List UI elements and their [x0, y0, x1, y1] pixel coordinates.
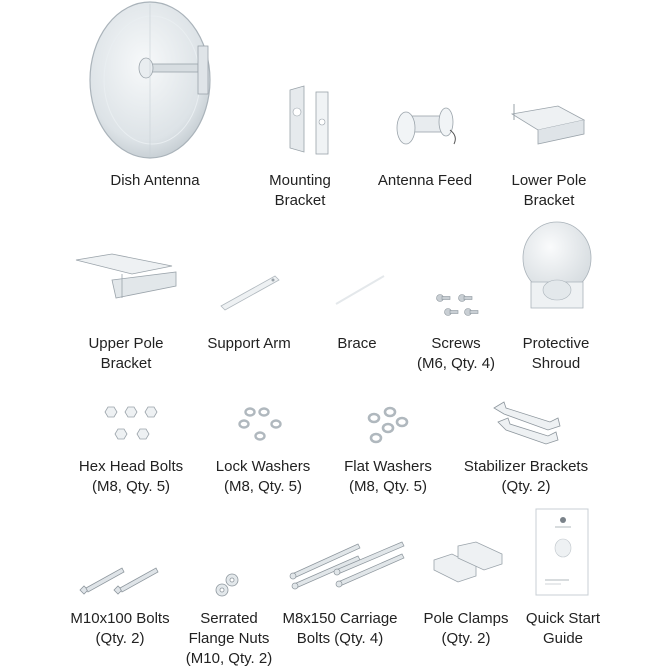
pole-clamps-label: Pole Clamps (Qty. 2): [423, 610, 509, 647]
brace-image: [330, 270, 390, 310]
m8x150-carriage-bolts-image: [288, 538, 408, 594]
serrated-flange-nuts-image: [210, 572, 246, 598]
mounting-bracket-label: Mounting Bracket: [269, 172, 331, 209]
flat-washers-label: Flat Washers (M8, Qty. 5): [344, 458, 432, 495]
screws-label: Screws (M6, Qty. 4): [416, 335, 496, 372]
quick-start-guide-label: Quick Start Guide: [525, 610, 601, 647]
support-arm-label: Support Arm: [207, 335, 291, 352]
antenna-feed-image: [390, 100, 465, 155]
dish-antenna-label: Dish Antenna: [110, 172, 200, 189]
mounting-bracket-image: [282, 82, 332, 157]
m8x150-carriage-bolts-label: M8x150 Carriage Bolts (Qty. 4): [282, 610, 398, 647]
quick-start-guide-image: [535, 508, 591, 598]
flat-washers-image: [362, 408, 412, 444]
hex-head-bolts-image: [98, 403, 164, 447]
hex-head-bolts-label: Hex Head Bolts (M8, Qty. 5): [78, 458, 184, 495]
pole-clamps-image: [430, 540, 510, 596]
m10x100-bolts-label: M10x100 Bolts (Qty. 2): [70, 610, 170, 647]
protective-shroud-image: [517, 220, 597, 315]
upper-pole-bracket-label: Upper Pole Bracket: [88, 335, 164, 372]
support-arm-image: [215, 268, 285, 313]
screws-image: [430, 292, 480, 322]
upper-pole-bracket-image: [72, 250, 182, 310]
m10x100-bolts-image: [76, 560, 166, 598]
lock-washers-label: Lock Washers (M8, Qty. 5): [215, 458, 311, 495]
dish-antenna-image: [88, 0, 218, 160]
lower-pole-bracket-label: Lower Pole Bracket: [511, 172, 587, 209]
brace-label: Brace: [337, 335, 377, 352]
stabilizer-brackets-image: [490, 398, 565, 446]
lock-washers-image: [238, 406, 288, 444]
serrated-flange-nuts-label: Serrated Flange Nuts (M10, Qty. 2): [185, 610, 273, 667]
stabilizer-brackets-label: Stabilizer Brackets (Qty. 2): [463, 458, 589, 495]
protective-shroud-label: Protective Shroud: [522, 335, 590, 372]
lower-pole-bracket-image: [508, 100, 588, 150]
antenna-feed-label: Antenna Feed: [377, 172, 473, 189]
